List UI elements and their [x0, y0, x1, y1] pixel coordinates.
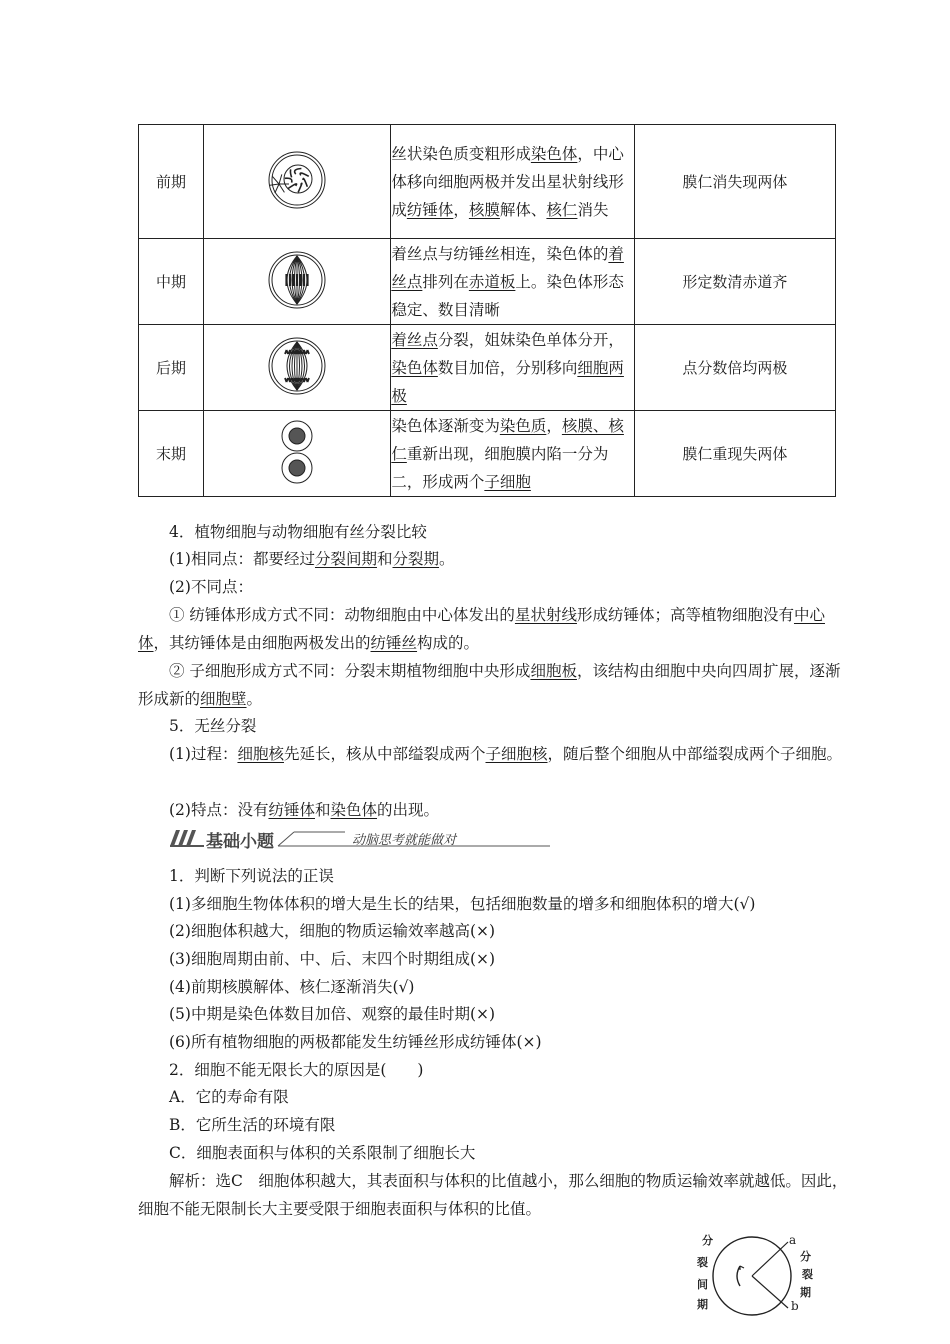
- underlined-term: 核膜、核仁: [391, 416, 624, 463]
- underlined-term: 染色体: [391, 358, 438, 377]
- paragraph-spindle-difference: [138, 601, 850, 657]
- text-run: (1)过程：: [169, 745, 238, 763]
- phase-row: [139, 411, 836, 497]
- question-1-item: (3)细胞周期由前、中、后、末四个时期组成(×): [169, 950, 496, 968]
- phase-description: [391, 239, 634, 325]
- banner-subtitle: 动脑思考就能做对: [352, 833, 457, 848]
- underlined-term: 细胞板: [530, 662, 577, 680]
- point-a-label: a: [789, 1233, 797, 1247]
- text-run: 着丝点与纺锤丝相连，染色体的: [391, 244, 609, 263]
- text-run: 染色体逐渐变为: [391, 416, 500, 435]
- cycle-line-a: [752, 1242, 788, 1276]
- answer-explanation: 解析：选C 细胞体积越大，其表面积与体积的比值越小，那么细胞的物质运输效率就越低。因此，细胞不能无限制长大主要受限于细胞表面积与体积的比值。: [138, 1172, 848, 1218]
- phase-image-cell: [204, 325, 391, 411]
- mitotic-phase-label-char: 期: [800, 1286, 811, 1299]
- phase-row: [139, 125, 836, 239]
- question-1-item: (4)前期核膜解体、核仁逐渐消失(√): [169, 978, 415, 996]
- text-run: 消失: [577, 200, 609, 219]
- underlined-term: 染色体: [530, 144, 578, 163]
- text-run: 排列在: [422, 272, 469, 291]
- text-run: ，其纺锤体是由细胞两极发出的: [153, 634, 371, 652]
- question-1-title: 1．判断下列说法的正误: [169, 867, 334, 885]
- text-run: (2)不同点：: [169, 578, 253, 596]
- paragraph-difference-title: [138, 573, 850, 601]
- text-run: (2)特点：没有: [169, 801, 269, 819]
- cycle-line-b: [752, 1276, 788, 1308]
- text-run: ，随后整个细胞从中部缢裂成两个子细胞。: [547, 745, 843, 763]
- text-run: ，该结构由细胞中央向四周扩展，逐渐形成新的: [138, 662, 841, 708]
- interphase-label-char: 裂: [697, 1256, 708, 1269]
- cell-cycle-diagram: [696, 1230, 826, 1326]
- paragraph-amitosis-process: [138, 740, 850, 768]
- phase-description: [391, 411, 634, 497]
- phase-mnemonic: 点分数倍均两极: [634, 325, 835, 411]
- underlined-term: 核仁: [546, 200, 578, 219]
- section-banner: [170, 826, 550, 850]
- underlined-term: 着丝点: [391, 330, 438, 349]
- underlined-term: 子细胞核: [485, 745, 548, 763]
- text-run: 5．无丝分裂: [169, 717, 257, 735]
- underlined-term: 分裂期: [392, 550, 440, 568]
- phase-mnemonic: 膜仁消失现两体: [634, 125, 835, 239]
- phase-name: 末期: [139, 411, 204, 497]
- text-run: 和: [314, 801, 331, 819]
- paragraph-5-title: [138, 712, 850, 740]
- phase-row: [139, 325, 836, 411]
- text-run: 上。染色体形态稳定、数目清晰: [391, 272, 624, 319]
- anaphase-cell-diagram: [267, 334, 327, 398]
- question-2-title: 2．细胞不能无限长大的原因是( ): [169, 1061, 424, 1079]
- point-b-label: b: [791, 1299, 799, 1313]
- banner-title: 基础小题: [206, 832, 274, 852]
- text-run: 先延长，核从中部缢裂成两个: [283, 745, 486, 763]
- text-run: 构成的。: [417, 634, 480, 652]
- underlined-term: 细胞两极: [391, 358, 624, 405]
- text-run: 4．植物细胞与动物细胞有丝分裂比较: [169, 523, 427, 541]
- phase-name: 前期: [139, 125, 204, 239]
- text-run: 形成纺锤体；高等植物细胞没有: [576, 606, 794, 624]
- text-run: 解体、: [499, 200, 547, 219]
- text-run: ② 子细胞形成方式不同：分裂末期植物细胞中央形成: [169, 662, 531, 680]
- phase-name: 中期: [139, 239, 204, 325]
- text-run: ① 纺锤体形成方式不同：动物细胞由中心体发出的: [169, 606, 515, 624]
- phase-row: [139, 239, 836, 325]
- phase-image-cell: [204, 239, 391, 325]
- phase-description: [391, 125, 634, 239]
- text-run: ，: [453, 200, 469, 219]
- text-run: 分裂，姐妹染色单体分开，: [437, 330, 624, 349]
- interphase-label-char: 分: [702, 1234, 713, 1247]
- phase-image-cell: [204, 125, 391, 239]
- underlined-term: 核膜: [468, 200, 500, 219]
- underlined-term: 染色质: [499, 416, 547, 435]
- underlined-term: 纺锤体: [268, 801, 315, 819]
- phase-mnemonic: 形定数清赤道齐: [634, 239, 835, 325]
- mitotic-phase-label-char: 裂: [802, 1268, 813, 1281]
- phase-mnemonic: 膜仁重现失两体: [634, 411, 835, 497]
- paragraph-similarity: [138, 545, 850, 573]
- paragraph-4-title: [138, 518, 850, 546]
- metaphase-cell-diagram: [267, 248, 327, 312]
- phase-description: [391, 325, 634, 411]
- text-run: 丝状染色质变粗形成: [391, 144, 531, 163]
- underlined-term: 细胞核: [237, 745, 284, 763]
- question-1-item: (1)多细胞生物体体积的增大是生长的结果，包括细胞数量的增多和细胞体积的增大(√): [169, 895, 756, 913]
- question-2-option: A．它的寿命有限: [169, 1088, 289, 1106]
- underlined-term: 赤道板: [468, 272, 516, 291]
- text-run: 和: [376, 550, 393, 568]
- text-run: ，中心体移向细胞两极并发出星状射线形成: [391, 144, 624, 219]
- underlined-term: 纺锤丝: [370, 634, 418, 652]
- text-run: 重新出现，细胞膜内陷一分为二，形成两个: [391, 444, 609, 491]
- interphase-label-char: 间: [697, 1278, 708, 1291]
- text-run: 。: [439, 550, 455, 568]
- text-run: 的出现。: [377, 801, 440, 819]
- text-run: (1)相同点：都要经过: [169, 550, 315, 568]
- paragraph-cytokinesis-difference: [138, 657, 850, 713]
- question-1-item: (2)细胞体积越大，细胞的物质运输效率越高(×): [169, 922, 496, 940]
- question-1-item: (6)所有植物细胞的两极都能发生纺锤丝形成纺锤体(×): [169, 1033, 542, 1051]
- text-run: 。: [246, 690, 263, 708]
- paragraph-amitosis-feature: [138, 796, 850, 824]
- prophase-cell-diagram: [267, 148, 327, 212]
- question-2-option: B．它所生活的环境有限: [169, 1116, 336, 1134]
- underlined-term: 星状射线: [514, 606, 577, 624]
- underlined-term: 分裂间期: [314, 550, 377, 568]
- phase-name: 后期: [139, 325, 204, 411]
- underlined-term: 中心体: [138, 606, 825, 652]
- underlined-term: 染色体: [330, 801, 378, 819]
- underlined-term: 细胞壁: [200, 690, 247, 708]
- text-run: ，: [546, 416, 562, 435]
- text-run: 数目加倍，分别移向: [437, 358, 578, 377]
- phase-image-cell: [204, 411, 391, 497]
- mitosis-phase-table: [138, 124, 836, 497]
- underlined-term: 着丝点: [391, 244, 624, 291]
- question-2-option: C．细胞表面积与体积的关系限制了细胞长大: [169, 1144, 476, 1162]
- question-1-item: (5)中期是染色体数目加倍、观察的最佳时期(×): [169, 1005, 496, 1023]
- underlined-term: 纺锤体: [406, 200, 454, 219]
- underlined-term: 子细胞: [484, 472, 531, 491]
- mitotic-phase-label-char: 分: [800, 1250, 811, 1263]
- telophase-cell-diagram: [267, 420, 327, 484]
- interphase-label-char: 期: [697, 1298, 708, 1311]
